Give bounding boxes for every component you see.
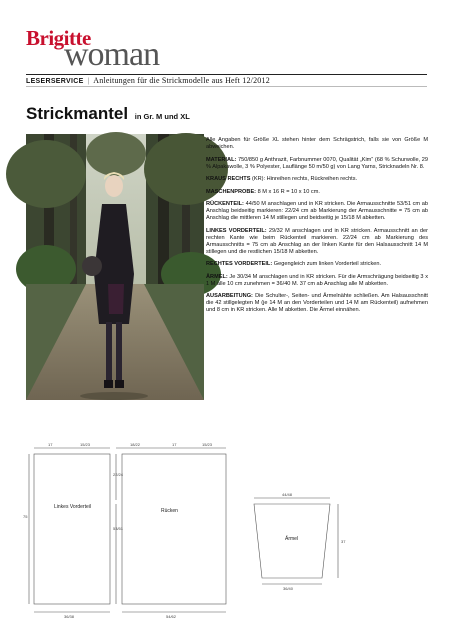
subheader-rule — [26, 86, 427, 87]
dim-sleeve-top: 44/48 — [282, 492, 293, 497]
rechtes-vorderteil-paragraph: RECHTES VORDERTEIL: Gegengleich zum linken Vorderteil stricken. — [206, 261, 382, 267]
aermel-paragraph: ÄRMEL: Je 30/34 M anschlagen und in KR stricken. Für die Armschrägung beidseitig 3 x 1 M alle 10 cm zunehmen = 36/40 M. 37 cm ab Anschlag alle M abketten. — [206, 273, 428, 287]
front-panel-shape — [34, 454, 110, 604]
ausarbeitung-paragraph: AUSARBEITUNG: Die Schulter-, Seiten- und Ärmelnähte schließen. Am Halsausschnitt die 42 stillgelegten M (je 14 M an den Vorderteilen und 14 M am Rückenteil) aufnehmen und 8 cm in KR stricken. Alle M abketten. Die Ärmel einnähen. — [206, 293, 428, 313]
kraus-rechts-paragraph: KRAUS RECHTS (KR): Hinreihen rechts, Rückreihen rechts. — [206, 176, 358, 182]
dim-sleeve-bottom: 36/40 — [283, 586, 294, 591]
dim-top-3: 18/22 — [130, 442, 141, 447]
brand-logo-woman: woman — [64, 36, 160, 73]
maschenprobe-paragraph: MASCHENPROBE: 8 M x 16 R = 10 x 10 cm. — [206, 188, 320, 195]
title-size-note: in Gr. M und XL — [134, 112, 190, 121]
service-separator: | — [87, 78, 90, 85]
linkes-vorderteil-paragraph: LINKES VORDERTEIL: 29/32 M anschlagen und in KR stricken. Armausschnitt an der rechten Kante wie beim Rückenteil markieren. 22/24 cm ab Markierung des Armausschnitts = 75 cm ab Anschlag an der linken Kante für den Halsausschnitt 14 M stillegen und die restlichen 15/18 M abketten. — [206, 227, 428, 255]
title-main: Strickmantel — [26, 104, 129, 123]
sleeve-label: Ärmel — [285, 536, 299, 542]
photo-illustration — [26, 134, 204, 400]
material-paragraph: MATERIAL: 750/850 g Anthrazit, Farbnummer 0070, Qualität „Kim“ (68 % Schurwolle, 29 % Alpakawolle, 3 % Polyester, Lauflänge 50 m/50 g) von Lang Yarns, Stricknadeln Nr. 8. — [206, 156, 428, 170]
knitting-schematic — [23, 442, 427, 620]
model-photo — [26, 134, 204, 400]
dim-bottom-back: 54/62 — [166, 614, 177, 619]
page-title — [26, 104, 190, 124]
rueckenteil-paragraph: RÜCKENTEIL: 44/50 M anschlagen und in KR stricken. Die Armausschnitte 53/51 cm ab Anschlag beidseitig markieren: 22/24 cm ab Markierung der Armausschnitte = 75 cm ab Anschlag die mittleren 14 M stillegen und beidseitig je 15/18 M abketten. — [206, 201, 428, 221]
dim-top-4: 17 — [172, 442, 177, 447]
dim-top-1: 17 — [48, 442, 53, 447]
service-subtitle: Anleitungen für die Strickmodelle aus Heft 12/2012 — [93, 76, 270, 85]
dim-sleeve-height: 37 — [341, 539, 346, 544]
intro-paragraph: Alle Angaben für Größe XL stehen hinter dem Schrägstrich, falls sie von Größe M abweichen. — [206, 137, 428, 150]
instructions-text — [206, 137, 428, 320]
dim-top-5: 15/23 — [202, 442, 213, 447]
front-panel-label: Linkes Vorderteil — [54, 504, 91, 510]
dim-mid-lower: 53/51 — [113, 526, 124, 531]
service-label: LESERSERVICE — [26, 78, 84, 85]
header-rule — [26, 74, 427, 75]
brand-logo-brigitte: Brigitte — [26, 26, 91, 50]
back-panel-label: Rücken — [161, 508, 178, 514]
dim-bottom-front: 36/38 — [64, 614, 75, 619]
dim-side-total: 75 — [23, 514, 28, 519]
back-panel-shape — [122, 454, 226, 604]
service-line — [26, 76, 270, 85]
schematic-drawing — [23, 442, 427, 620]
dim-top-2: 15/23 — [80, 442, 91, 447]
dim-mid-upper: 22/24 — [113, 472, 124, 477]
